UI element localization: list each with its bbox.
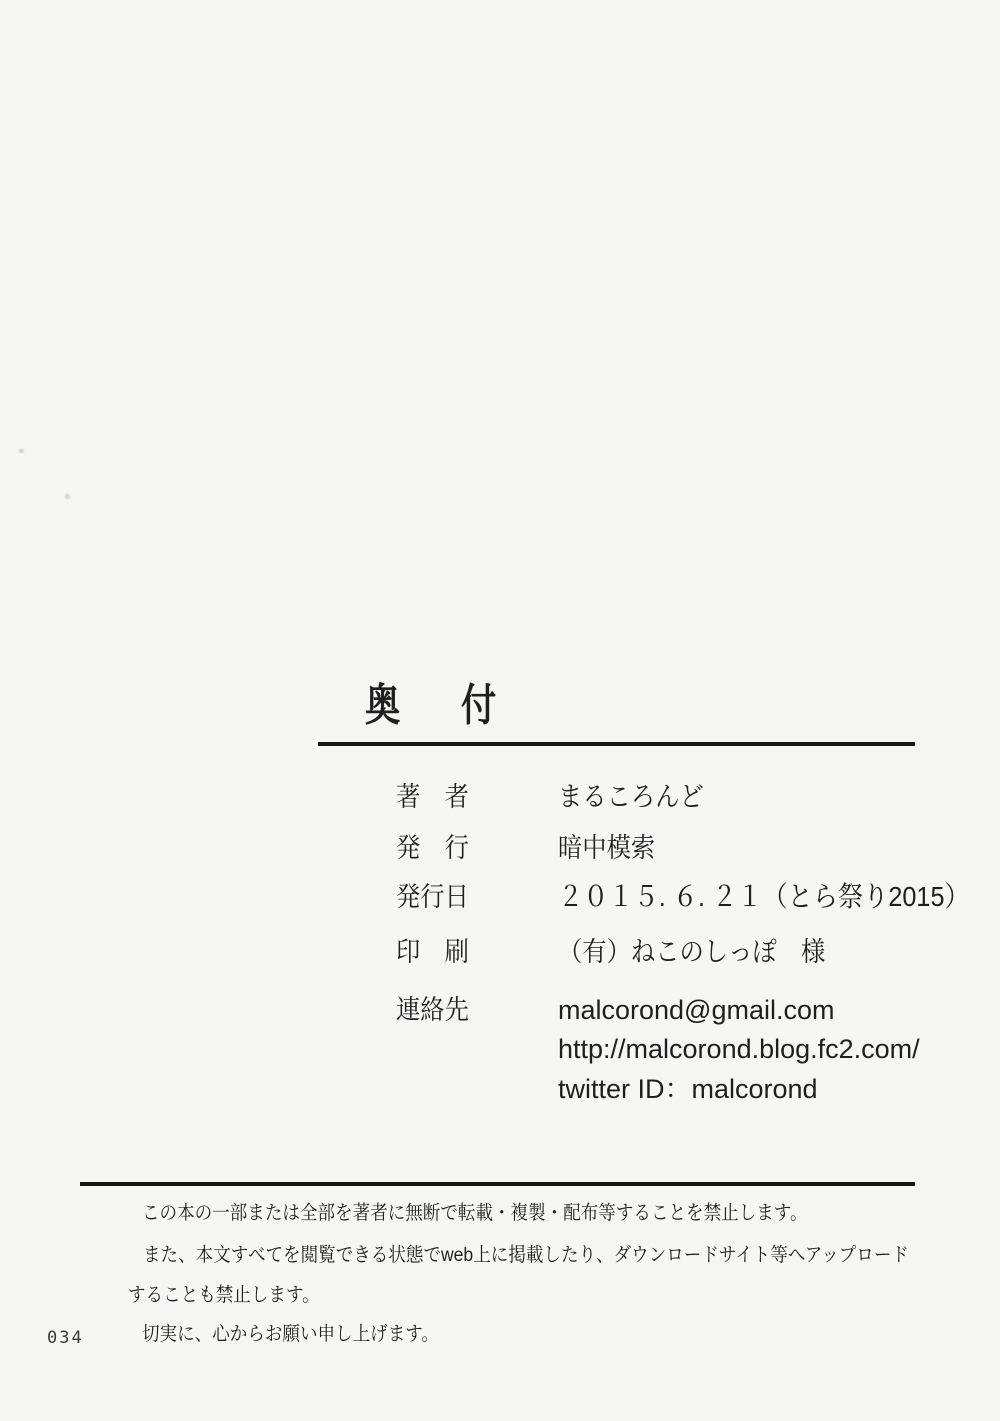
publication-date-value: ２０１５. ６. ２１（とら祭り2015） <box>558 881 970 912</box>
author-value: まるころんど <box>558 782 704 812</box>
notice-divider-rule <box>80 1182 915 1186</box>
notice-line-2: また、本文すべてを閲覧できる状態でweb上に掲載したり、ダウンロードサイト等へアップロード <box>143 1244 909 1266</box>
author-label: 著 者 <box>396 782 469 812</box>
publisher-value: 暗中模索 <box>558 833 656 863</box>
publication-date-label: 発行日 <box>396 882 469 912</box>
contact-email: malcorond@gmail.com <box>558 995 835 1025</box>
contact-label: 連絡先 <box>396 995 469 1025</box>
notice-line-3: することも禁止します。 <box>128 1284 320 1306</box>
scan-speck <box>65 494 70 499</box>
colophon-row-contact <box>396 997 956 1027</box>
colophon-row-publisher <box>396 835 956 865</box>
colophon-row-publication-date <box>396 881 970 914</box>
contact-twitter-id: twitter ID：malcorond <box>558 1074 818 1104</box>
page-number: 034 <box>47 1328 84 1348</box>
page-title <box>365 681 545 730</box>
printer-label: 印 刷 <box>396 937 469 967</box>
notice-line-1: この本の一部または全部を著者に無断で転載・複製・配布等することを禁止します。 <box>142 1202 808 1224</box>
colophon-row-printer <box>396 939 956 969</box>
publisher-label: 発 行 <box>396 833 469 863</box>
scan-speck <box>19 449 24 453</box>
colophon-row-author <box>396 784 956 814</box>
printer-value: （有）ねこのしっぽ 様 <box>558 937 826 967</box>
page-title-text: 奥 付 <box>365 681 509 730</box>
notice-line-4: 切実に、心からお願い申し上げます。 <box>142 1323 439 1345</box>
contact-blog-url: http://malcorond.blog.fc2.com/ <box>558 1034 920 1064</box>
title-underline <box>318 742 915 746</box>
